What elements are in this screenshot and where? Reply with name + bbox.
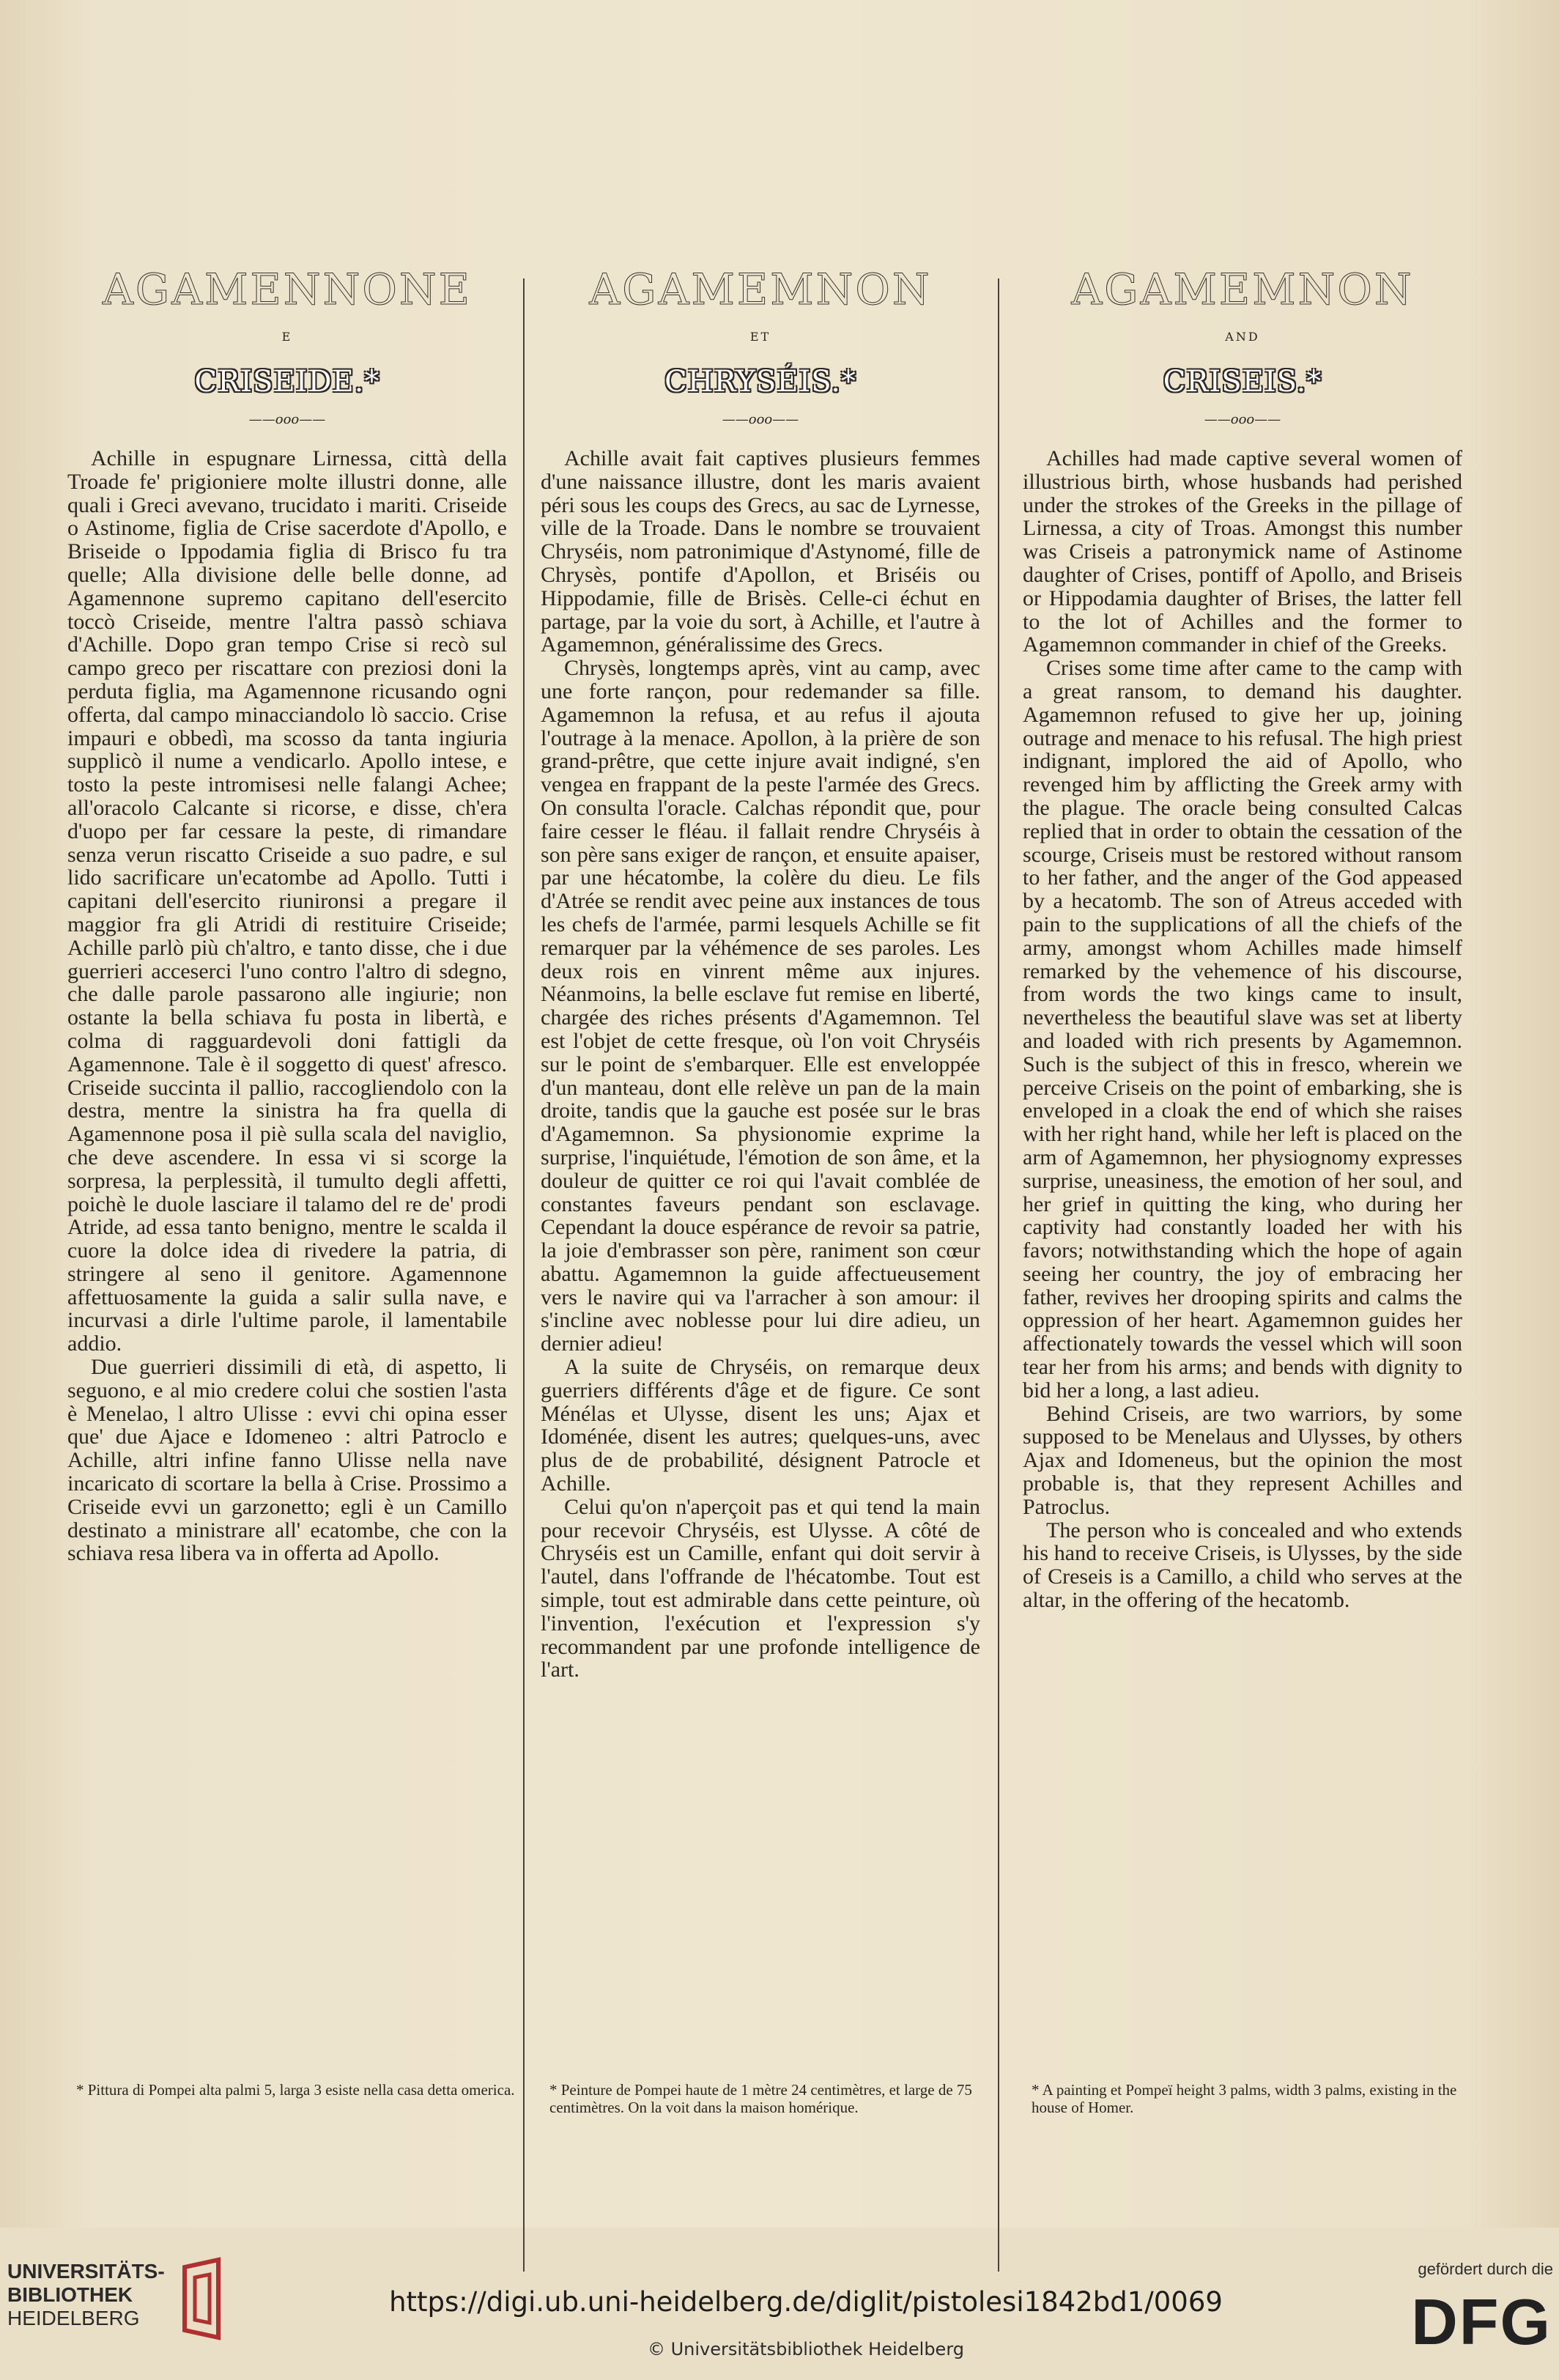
paragraph: Crises some time after came to the camp with a great ransom, to demand his daughter. Agamemnon refused to give her up, joining outrage and menace to his refusal. The high priest indignant, implored the aid of Apollo, who revenged him by afflicting the Greek army with the plague. The oracle being consulted Calcas replied that in order to obtain the cessation of the scourge, Criseis must be restored without ransom to her father, and the anger of the God appeased by a hecatomb. The son of Atreus acceded with pain to the supplications of all the chiefs of the army, amongst whom Achilles made himself remarked by the vehemence of his discourse, from words the two kings came to insult, nevertheless the beautiful slave was set at liberty and loaded with rich presents by Agamemnon. Such is the subject of this in fresco, wherein we perceive Criseis on the point of embarking, she is enveloped in a cloak the end of which she raises with her right hand, while her left is placed on the arm of Agamemnon, her physiognomy expresses surprise, uneasiness, the emotion of her soul, and her grief in quitting the king, who during her captivity had constantly loaded her with his favors; notwithstanding which the hope of again seeing her country, the joy of embracing her father, revives her drooping spirits and calms the oppression of her heart. Agamemnon guides her affectionately towards the vessel which will soon tear her from his arms; and bends with dignity to bid her a long, a last adieu. <box>1023 656 1462 1402</box>
library-name-line: HEIDELBERG <box>7 2307 140 2329</box>
column-body <box>67 447 507 1565</box>
title-conjunction: E <box>281 330 293 344</box>
paragraph: Due guerrieri dissimili di età, di aspetto, li seguono, e al mio credere colui che sostien l'asta è Menelao, l altro Ulisse : evvi chi opina esser que' due Ajace e Idomeneo : altri Patroclo e Achille, altri infine fanno Ulisse nella nave incaricato di scortare la bella à Crise. Prossimo a Criseide evvi un garzonetto; egli è un Camillo destinato a ministrare all' ecatombe, che con la schiava resa libera va in offerta ad Apollo. <box>67 1355 507 1566</box>
paragraph: Celui qu'on n'aperçoit pas et qui tend la main pour recevoir Chryséis, est Ulysse. A côté de Chryséis est un Camille, enfant qui doit servir à l'autel, dans l'offrande de l'hécatombe. Tout est simple, tout est admirable dans cette peinture, où l'invention, l'exécution et l'expression s'y recommandent par une profonde intelligence de l'art. <box>541 1494 980 1682</box>
footnote: * A painting et Pompeï height 3 palms, width 3 palms, existing in the house of Homer. <box>1032 2081 1457 2116</box>
library-logo-text <box>7 2260 165 2330</box>
permalink-url[interactable]: https://digi.ub.uni-heidelberg.de/diglit/pistolesi1842bd1/0069 <box>389 2286 1223 2318</box>
dfg-logo: DFG <box>1411 2285 1552 2358</box>
paragraph: Chrysès, longtemps après, vint au camp, avec une forte rançon, pour redemander sa fille. Agamemnon la refusa, et au refus il ajouta l'outrage à la menace. Apollon, à la prière de son grand-prêtre, que cette injure avait indigné, s'en vengea en frappant de la peste l'armée des Grecs. On consulta l'oracle. Calchas répondit que, pour faire cesser le fléau. il fallait rendre Chryséis à son père sans exiger de rançon, et ensuite apaiser, par une hécatombe, la colère du dieu. Le fils d'Atrée se rendit avec peine aux instances de tous les chefs de l'armée, parmi lesquels Achille se fit remarquer par la véhémence de ses paroles. Les deux rois en vinrent même aux injures. Néanmoins, la belle esclave fut remise en liberté, chargée des riches présents d'Agamemnon. Tel est l'objet de cette fresque, où l'on voit Chryséis sur le point de s'embarquer. Elle est enveloppée d'un manteau, dont elle relève un pan de la main droite, tandis que la gauche est posée sur le bras d'Agamemnon. Sa physionomie exprime la surprise, l'inquiétude, l'émotion de son âme, et la douleur de quitter ce roi qui l'avait comblée de constantes faveurs pendant son esclavage. Cependant la douce espérance de revoir sa patrie, la joie d'embrasser son père, raniment son cœur abattu. Agamemnon la guide affectueusement vers le navire qui va l'arracher à son amour: il s'incline avec noblesse pour lui dire adieu, un dernier adieu! <box>541 656 980 1356</box>
english-column <box>1023 264 1462 1612</box>
library-logo-icon <box>174 2255 232 2342</box>
column-title: AGAMEMNON <box>1071 265 1414 314</box>
digitization-footer <box>0 2242 1559 2380</box>
library-name-line: UNIVERSITÄTS- <box>7 2260 165 2283</box>
footnote: * Peinture de Pompei haute de 1 mètre 24 centimètres, et large de 75 centimètres. On la voit dans la maison homérique. <box>549 2081 972 2116</box>
paragraph: The person who is concealed and who extends his hand to receive Criseis, is Ulysses, by the side of Creseis is a Camillo, a child who serves at the altar, in the offering of the hecatomb. <box>1023 1518 1462 1613</box>
paragraph: Achille in espugnare Lirnessa, città della Troade fe' prigioniere molte illustri donne, alle quali i Greci avevano, trucidato i mariti. Criseide o Astinome, figlia de Crise sacerdote d'Apollo, e Briseide o Ippodamia figlia di Brisco fu tra quelle; Alla divisione delle belle donne, ad Agamennone supremo capitano dell'esercito toccò Criseide, mentre l'altra passò schiava d'Achille. Dopo gran tempo Crise si recò sul campo greco per riscattare con preziosi doni la perduta figlia, ma Agamennone ricusando ogni offerta, dal campo minacciandolo lò saccio. Crise impauri e obbedì, ma scosso da tanta ingiuria supplicò il nume a vendicarlo. Apollo intese, e tosto la peste intromisesi nelle falangi Achee; all'oracolo Calcante si ricorse, e disse, ch'era d'uopo per far cessare la peste, di rimandare senza verun riscatto Criseide a suo padre, e sul lido sacrificare un'ecatombe ad Apollo. Tutti i capitani dell'esercito riunironsi a pregare il maggior fra gli Atridi di restituire Criseide; Achille parlò più ch'altro, e tanto disse, che i due guerrieri acceserci l'uno contro l'altro di sdegno, che dalle parole passarono alle ingiurie; non ostante la bella schiava fu posta in libertà, e colma di ragguardevoli doni fattigli da Agamennone. Tale è il soggetto di quest' afresco. Criseide succinta il pallio, raccogliendolo con la destra, mentre la sinistra ha fra quella di Agamennone posa il piè sulla scala del naviglio, che deve ascendere. In essa vi si scorge la sorpresa, la perplessità, il tumulto degli affetti, poichè le duole lasciare il talamo del re de' prodi Atride, ad essa tanto benigno, mentre le scalda il cuore la dolce idea di rivedere la patria, di stringere al seno il genitore. Agamennone affettuosamente la guida a salir sulla nave, e incurvasi a dirle l'ultime parole, il lamentabile addio. <box>67 446 507 1356</box>
column-body <box>1023 447 1462 1612</box>
title-conjunction: ET <box>749 330 771 344</box>
library-name-line: BIBLIOTHEK <box>7 2283 133 2306</box>
paragraph: Achilles had made captive several women of illustrious birth, whose husbands had perished under the strokes of the Greeks in the pillage of Lirnessa, a city of Troas. Amongst this number was Criseis a patronymick name of Astinome daughter of Crises, pontiff of Apollo, and Briseis or Hippodamia daughter of Brises, the latter fell to the lot of Achilles and the former to Agamemnon commander in chief of the Greeks. <box>1023 446 1462 657</box>
funding-caption: gefördert durch die <box>1418 2260 1553 2278</box>
column-body <box>541 447 980 1682</box>
ornament: ——ooo—— <box>722 412 799 427</box>
french-column <box>541 264 980 1682</box>
column-divider <box>998 278 999 2272</box>
italian-column <box>67 264 507 1565</box>
copyright-notice: © Universitätsbibliothek Heidelberg <box>647 2339 964 2359</box>
ornament: ——ooo—— <box>1204 412 1281 427</box>
ornament: ——ooo—— <box>248 412 326 427</box>
paragraph: Behind Criseis, are two warriors, by some supposed to be Menelaus and Ulysses, by others Ajax and Idomeneus, but the opinion the most probable is, that they represent Achilles and Patroclus. <box>1023 1401 1462 1519</box>
column-subtitle: CRISEIS.* <box>1163 365 1322 399</box>
column-subtitle: CHRYSÉIS.* <box>664 365 856 399</box>
paragraph: Achille avait fait captives plusieurs femmes d'une naissance illustre, dont les maris avaient péri sous les coups des Grecs, au sac de Lyrnesse, ville de la Troade. Dans le nombre se trouvaient Chryséis, nom patronimique d'Astynomé, fille de Chrysès, pontife d'Apollon, et Briséis ou Hippodamie, fille de Brisès. Celle-ci échut en partage, par la voie du sort, à Achille, et l'autre à Agamemnon, généralissime des Grecs. <box>541 446 980 657</box>
paragraph: A la suite de Chryséis, on remarque deux guerriers différents d'âge et de figure. Ce sont Ménélas et Ulysse, disent les uns; Ajax et Idoménée, disent les autres; quelques-uns, avec plus de de probabilité, désignent Patrocle et Achille. <box>541 1355 980 1496</box>
title-conjunction: AND <box>1225 330 1260 344</box>
footnote: * Pittura di Pompei alta palmi 5, larga 3 esiste nella casa detta omerica. <box>76 2081 515 2099</box>
column-subtitle: CRISEIDE.* <box>194 365 380 399</box>
column-title: AGAMEMNON <box>589 265 932 314</box>
column-divider <box>523 278 525 2272</box>
column-title: AGAMENNONE <box>103 265 472 314</box>
